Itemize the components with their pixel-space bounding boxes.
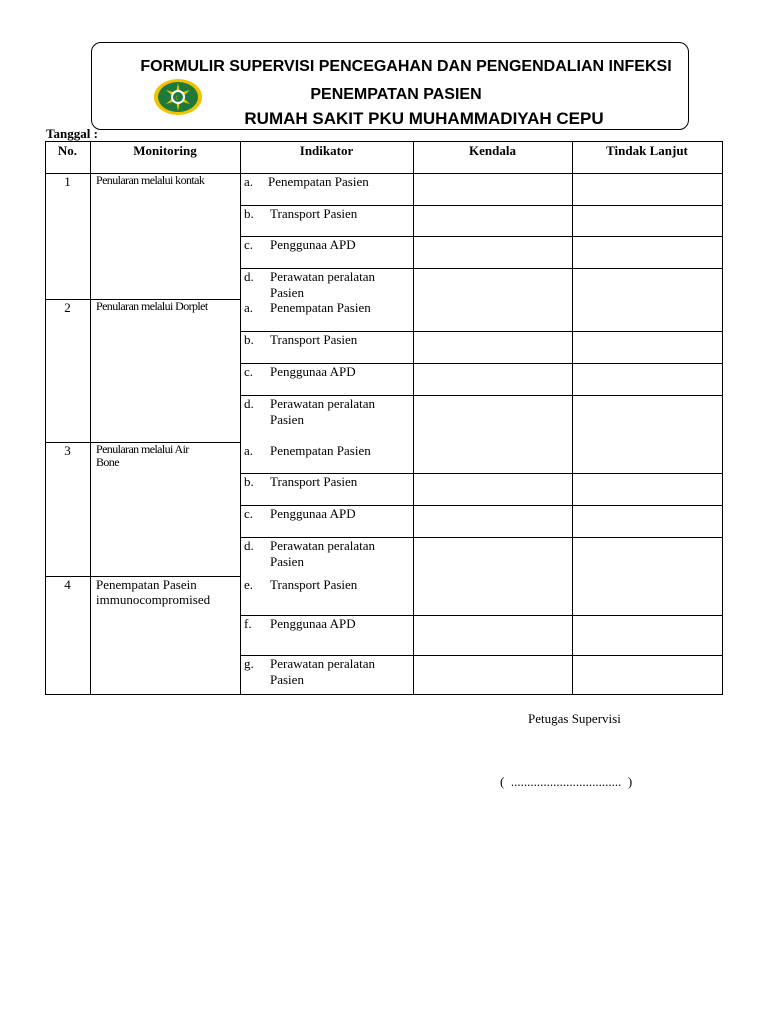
indicator-cell [244,300,411,330]
signature-line: ( .................................. ) [500,774,633,789]
tindak-lanjut-cell[interactable] [573,364,721,394]
indicator-cell [244,396,411,441]
indicator-letter: b. [244,474,254,489]
tindak-lanjut-cell[interactable] [573,174,721,204]
indicator-cell [244,443,411,472]
kendala-cell[interactable] [414,364,571,394]
monitoring-label: Penularan melalui kontak [96,173,205,187]
monitoring-label-cont: Bone [96,455,119,469]
kendala-cell[interactable] [414,206,571,235]
monitoring-label: Penularan melalui Air [96,442,189,456]
indicator-letter: c. [244,237,254,252]
indicator-text: Penggunaa APD [270,616,356,631]
indicator-cell [244,269,411,298]
table-column-line [90,141,91,695]
signature-title: Petugas Supervisi [528,711,621,726]
indicator-letter: a. [244,174,254,189]
indicator-cell [244,577,411,614]
kendala-cell[interactable] [414,656,571,693]
tindak-lanjut-cell[interactable] [573,332,721,362]
indicator-cell [244,174,411,204]
tindak-lanjut-cell[interactable] [573,577,721,614]
tindak-lanjut-cell[interactable] [573,396,721,441]
kendala-cell[interactable] [414,332,571,362]
kendala-cell[interactable] [414,396,571,441]
column-header: Kendala [469,143,516,158]
date-label: Tanggal : [46,126,98,141]
indicator-cell [244,237,411,267]
indicator-cell [244,506,411,536]
indicator-letter: f. [244,616,252,631]
kendala-cell[interactable] [414,538,571,575]
indicator-text: Transport Pasien [270,474,358,489]
svg-text:☾: ☾ [175,95,181,102]
tindak-lanjut-cell[interactable] [573,538,721,575]
indicator-text: Perawatan peralatan [270,269,376,284]
indicator-cell [244,364,411,394]
indicator-letter: a. [244,443,254,458]
table-border-top [45,141,722,142]
indicator-text-cont: Pasien [270,672,304,687]
form-title: FORMULIR SUPERVISI PENCEGAHAN DAN PENGENDALIAN INFEKSI [140,58,672,75]
indicator-text-cont: Pasien [270,412,304,427]
indicator-letter: d. [244,396,254,411]
indicator-letter: g. [244,656,254,671]
indicator-text: Transport Pasien [270,577,358,592]
tindak-lanjut-cell[interactable] [573,237,721,267]
monitoring-label: Penularan melalui Dorplet [96,299,208,313]
monitoring-label-cont: immunocompromised [96,592,211,607]
table-column-line [240,141,241,695]
indicator-text: Transport Pasien [270,332,358,347]
kendala-cell[interactable] [414,237,571,267]
kendala-cell[interactable] [414,300,571,330]
column-header: No. [57,143,78,158]
kendala-cell[interactable] [414,269,571,298]
kendala-cell[interactable] [414,506,571,536]
kendala-cell[interactable] [414,174,571,204]
table-column-line [722,141,723,695]
kendala-cell[interactable] [414,474,571,504]
indicator-letter: b. [244,206,254,221]
tindak-lanjut-cell[interactable] [573,616,721,654]
indicator-letter: e. [244,577,254,592]
tindak-lanjut-cell[interactable] [573,506,721,536]
indicator-text: Perawatan peralatan [270,396,376,411]
indicator-letter: a. [244,300,254,315]
indicator-letter: d. [244,269,254,284]
kendala-cell[interactable] [414,443,571,472]
kendala-cell[interactable] [414,577,571,614]
indicator-text: Penempatan Pasien [268,174,369,189]
indicator-cell [244,616,411,654]
tindak-lanjut-cell[interactable] [573,269,721,298]
row-number: 3 [64,443,71,458]
indicator-cell [244,538,411,575]
indicator-text: Perawatan peralatan [270,656,376,671]
column-header: Indikator [299,143,354,158]
indicator-cell [244,474,411,504]
column-header: Tindak Lanjut [606,143,688,158]
column-header: Monitoring [133,143,197,158]
tindak-lanjut-cell[interactable] [573,656,721,693]
indicator-text: Penggunaa APD [270,364,356,379]
form-subtitle: PENEMPATAN PASIEN [310,86,482,103]
indicator-text: Perawatan peralatan [270,538,376,553]
indicator-text-cont: Pasien [270,285,304,300]
indicator-text-cont: Pasien [270,554,304,569]
indicator-text: Transport Pasien [270,206,358,221]
indicator-text: Penempatan Pasien [270,300,371,315]
row-number: 1 [64,174,71,189]
tindak-lanjut-cell[interactable] [573,474,721,504]
table-border-bottom [45,694,722,695]
table-column-line [45,141,46,695]
kendala-cell[interactable] [414,616,571,654]
indicator-text: Penempatan Pasien [270,443,371,458]
indicator-letter: c. [244,506,254,521]
tindak-lanjut-cell[interactable] [573,206,721,235]
indicator-cell [244,656,411,693]
indicator-letter: d. [244,538,254,553]
indicator-letter: c. [244,364,254,379]
hospital-name: RUMAH SAKIT PKU MUHAMMADIYAH CEPU [244,109,604,128]
indicator-text: Penggunaa APD [270,506,356,521]
row-number: 4 [64,577,71,592]
indicator-text: Penggunaa APD [270,237,356,252]
indicator-letter: b. [244,332,254,347]
indicator-cell [244,206,411,235]
tindak-lanjut-cell[interactable] [573,300,721,330]
indicator-cell [244,332,411,362]
monitoring-label: Penempatan Pasein [96,577,197,592]
row-number: 2 [64,300,71,315]
tindak-lanjut-cell[interactable] [573,443,721,472]
